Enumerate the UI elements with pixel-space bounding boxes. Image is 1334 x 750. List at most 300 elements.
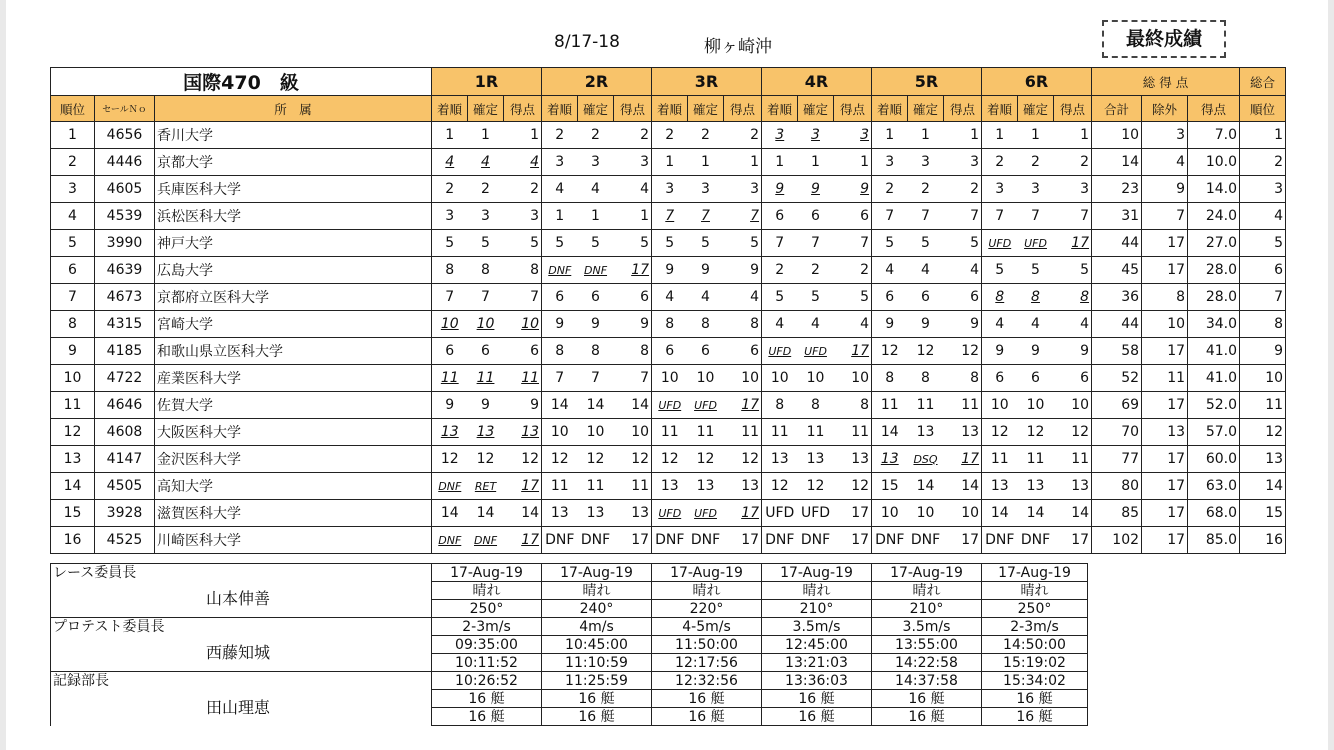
- race-5-value: 14: [908, 473, 944, 500]
- race-5-value: 7: [944, 203, 982, 230]
- race-3-value: UFD: [688, 392, 724, 419]
- official-title: レース委員長: [51, 564, 432, 582]
- race-3-value: 2: [724, 122, 762, 149]
- race-2-info: 16 艇: [542, 708, 652, 726]
- race-3-value: 5: [724, 230, 762, 257]
- total-sum-cell: 80: [1092, 473, 1142, 500]
- race-2-value: 10: [542, 419, 578, 446]
- race-5-value: 11: [872, 392, 908, 419]
- race-3-value: 3: [724, 176, 762, 203]
- header-row-columns: [51, 96, 1286, 122]
- race-6-value: 9: [1054, 338, 1092, 365]
- race-1-value: 10: [468, 311, 504, 338]
- team-cell: 神戸大学: [155, 230, 432, 257]
- race-1-value: 17: [504, 473, 542, 500]
- race-2-value: 13: [614, 500, 652, 527]
- race-3-value: 4: [688, 284, 724, 311]
- race-4-info: 3.5m/s: [762, 618, 872, 636]
- race-3-value: 2: [688, 122, 724, 149]
- excluded-cell: 17: [1142, 230, 1188, 257]
- race-4-value: 12: [834, 473, 872, 500]
- race-6-info: 16 艇: [982, 690, 1088, 708]
- race-5-value: 5: [872, 230, 908, 257]
- race-4-value: DNF: [762, 527, 798, 554]
- race-5-value: 3: [872, 149, 908, 176]
- race-4-value: 1: [762, 149, 798, 176]
- race-5-value: 17: [944, 527, 982, 554]
- total-sum-cell: 10: [1092, 122, 1142, 149]
- race-5-value: 8: [872, 365, 908, 392]
- total-sum-cell: 70: [1092, 419, 1142, 446]
- race-1-value: 17: [504, 527, 542, 554]
- race-3-value: 7: [724, 203, 762, 230]
- race-5-info: 17-Aug-19: [872, 564, 982, 582]
- race-4-value: 9: [834, 176, 872, 203]
- race-1-value: 1: [432, 122, 468, 149]
- official-name: 西藤知城: [51, 636, 432, 672]
- race-4-value: 8: [834, 392, 872, 419]
- col-rank: 順位: [51, 96, 95, 122]
- race-5-value: 3: [944, 149, 982, 176]
- race-4-value: 1: [834, 149, 872, 176]
- race-3-value: 12: [688, 446, 724, 473]
- race-5-value: 5: [908, 230, 944, 257]
- race-4-value: 7: [834, 230, 872, 257]
- col-sail-no: セールＮｏ: [95, 96, 155, 122]
- race-2-info: 11:25:59: [542, 672, 652, 690]
- table-row: [51, 176, 1286, 203]
- race-5-value: 9: [872, 311, 908, 338]
- race-3-info: 12:32:56: [652, 672, 762, 690]
- race-4-value: 2: [798, 257, 834, 284]
- overall-rank-cell: 10: [1240, 365, 1286, 392]
- team-cell: 香川大学: [155, 122, 432, 149]
- total-sum-cell: 52: [1092, 365, 1142, 392]
- race-1-value: 3: [504, 203, 542, 230]
- race-2-info: 240°: [542, 600, 652, 618]
- race-3-value: 9: [688, 257, 724, 284]
- race-info-table: [50, 563, 1088, 726]
- race-header-2: 2R: [542, 68, 652, 96]
- race-2-value: 9: [578, 311, 614, 338]
- race-2-value: 12: [542, 446, 578, 473]
- race-5-info: 16 艇: [872, 690, 982, 708]
- net-score-cell: 60.0: [1188, 446, 1240, 473]
- overall-rank-cell: 9: [1240, 338, 1286, 365]
- race-1-value: 14: [432, 500, 468, 527]
- race-1-value: 12: [432, 446, 468, 473]
- race-2-value: 12: [578, 446, 614, 473]
- race-4-value: 7: [762, 230, 798, 257]
- rank-cell: 14: [51, 473, 95, 500]
- race-6-value: 6: [1054, 365, 1092, 392]
- sail-no-cell: 4722: [95, 365, 155, 392]
- info-row: [51, 672, 1088, 690]
- overall-rank-cell: 4: [1240, 203, 1286, 230]
- header-row-races: [51, 68, 1286, 96]
- race-3-value: 11: [652, 419, 688, 446]
- race-6-value: 12: [982, 419, 1018, 446]
- race-1-subheader-0: 着順: [432, 96, 468, 122]
- official-title: 記録部長: [51, 672, 432, 690]
- race-2-value: DNF: [542, 257, 578, 284]
- race-2-value: 13: [578, 500, 614, 527]
- race-2-value: 17: [614, 527, 652, 554]
- race-2-value: 7: [614, 365, 652, 392]
- race-2-value: DNF: [578, 257, 614, 284]
- race-2-value: 2: [578, 122, 614, 149]
- race-header-1: 1R: [432, 68, 542, 96]
- race-5-value: 6: [908, 284, 944, 311]
- race-3-value: 10: [688, 365, 724, 392]
- sail-no-cell: 3990: [95, 230, 155, 257]
- race-header-3: 3R: [652, 68, 762, 96]
- race-1-value: 14: [468, 500, 504, 527]
- race-3-value: 6: [688, 338, 724, 365]
- race-3-value: 11: [724, 419, 762, 446]
- race-5-value: 6: [872, 284, 908, 311]
- race-1-info: 250°: [432, 600, 542, 618]
- race-1-value: 3: [432, 203, 468, 230]
- race-4-value: 3: [834, 122, 872, 149]
- excluded-cell: 13: [1142, 419, 1188, 446]
- race-6-value: 5: [982, 257, 1018, 284]
- race-2-value: 5: [578, 230, 614, 257]
- race-4-value: 9: [762, 176, 798, 203]
- col-team: 所 属: [155, 96, 432, 122]
- rank-cell: 3: [51, 176, 95, 203]
- race-6-value: 6: [982, 365, 1018, 392]
- race-3-value: 8: [688, 311, 724, 338]
- total-sum-cell: 102: [1092, 527, 1142, 554]
- final-results-label: 最終成績: [1102, 20, 1226, 58]
- race-3-value: 17: [724, 527, 762, 554]
- race-1-subheader-2: 得点: [504, 96, 542, 122]
- excluded-cell: 17: [1142, 257, 1188, 284]
- race-5-value: 12: [944, 338, 982, 365]
- race-4-value: 1: [798, 149, 834, 176]
- total-subheader-1: 除外: [1142, 96, 1188, 122]
- race-1-value: 6: [468, 338, 504, 365]
- race-2-value: 1: [614, 203, 652, 230]
- race-4-value: UFD: [798, 500, 834, 527]
- race-5-value: 17: [944, 446, 982, 473]
- race-3-value: 1: [724, 149, 762, 176]
- race-6-value: 11: [1054, 446, 1092, 473]
- race-2-value: 11: [614, 473, 652, 500]
- race-5-value: 1: [908, 122, 944, 149]
- table-row: [51, 257, 1286, 284]
- net-score-cell: 27.0: [1188, 230, 1240, 257]
- rank-cell: 12: [51, 419, 95, 446]
- race-header-6: 6R: [982, 68, 1092, 96]
- race-1-value: 7: [504, 284, 542, 311]
- race-3-value: 13: [652, 473, 688, 500]
- race-3-value: 10: [652, 365, 688, 392]
- race-6-value: 12: [1018, 419, 1054, 446]
- race-4-info: 210°: [762, 600, 872, 618]
- race-5-value: 9: [944, 311, 982, 338]
- race-4-info: 16 艇: [762, 708, 872, 726]
- race-3-info: 17-Aug-19: [652, 564, 762, 582]
- race-1-value: 4: [468, 149, 504, 176]
- sail-no-cell: 4539: [95, 203, 155, 230]
- race-3-value: 8: [652, 311, 688, 338]
- race-6-info: 15:19:02: [982, 654, 1088, 672]
- overall-subheader: 順位: [1240, 96, 1286, 122]
- race-4-value: 3: [798, 122, 834, 149]
- net-score-cell: 85.0: [1188, 527, 1240, 554]
- race-4-subheader-1: 確定: [798, 96, 834, 122]
- race-6-value: 7: [1054, 203, 1092, 230]
- race-2-value: 1: [578, 203, 614, 230]
- race-1-value: 5: [468, 230, 504, 257]
- team-cell: 金沢医科大学: [155, 446, 432, 473]
- race-5-value: 11: [944, 392, 982, 419]
- overall-rank-cell: 6: [1240, 257, 1286, 284]
- race-1-info: 16 艇: [432, 690, 542, 708]
- race-2-info: 11:10:59: [542, 654, 652, 672]
- overall-rank-cell: 14: [1240, 473, 1286, 500]
- team-cell: 広島大学: [155, 257, 432, 284]
- table-row: [51, 392, 1286, 419]
- rank-cell: 9: [51, 338, 95, 365]
- race-6-value: 10: [1054, 392, 1092, 419]
- race-3-value: 3: [652, 176, 688, 203]
- total-sum-cell: 45: [1092, 257, 1142, 284]
- sail-no-cell: 4656: [95, 122, 155, 149]
- race-3-value: 4: [724, 284, 762, 311]
- race-4-value: 11: [834, 419, 872, 446]
- sail-no-cell: 4185: [95, 338, 155, 365]
- race-1-value: 13: [468, 419, 504, 446]
- race-4-value: UFD: [762, 500, 798, 527]
- race-1-value: 5: [432, 230, 468, 257]
- race-3-value: 6: [724, 338, 762, 365]
- event-date: 8/17-18: [554, 32, 620, 52]
- race-3-value: 17: [724, 500, 762, 527]
- race-2-value: 8: [614, 338, 652, 365]
- overall-rank-cell: 7: [1240, 284, 1286, 311]
- race-2-subheader-0: 着順: [542, 96, 578, 122]
- official-name: 山本伸善: [51, 582, 432, 618]
- race-6-value: 5: [1054, 257, 1092, 284]
- rank-cell: 7: [51, 284, 95, 311]
- sail-no-cell: 4608: [95, 419, 155, 446]
- overall-rank-cell: 11: [1240, 392, 1286, 419]
- race-6-value: 4: [1054, 311, 1092, 338]
- race-1-value: 4: [432, 149, 468, 176]
- race-4-value: 13: [762, 446, 798, 473]
- race-6-value: 13: [982, 473, 1018, 500]
- table-row: [51, 284, 1286, 311]
- race-6-value: 3: [1018, 176, 1054, 203]
- race-6-value: 13: [1018, 473, 1054, 500]
- race-3-value: 6: [652, 338, 688, 365]
- race-1-value: DNF: [468, 527, 504, 554]
- race-6-value: 12: [1054, 419, 1092, 446]
- race-2-value: 3: [578, 149, 614, 176]
- excluded-cell: 3: [1142, 122, 1188, 149]
- overall-rank-cell: 8: [1240, 311, 1286, 338]
- race-1-value: DNF: [432, 473, 468, 500]
- sail-no-cell: 4505: [95, 473, 155, 500]
- table-row: [51, 338, 1286, 365]
- race-4-value: DNF: [798, 527, 834, 554]
- table-row: [51, 527, 1286, 554]
- race-3-value: 10: [724, 365, 762, 392]
- race-6-value: 3: [1054, 176, 1092, 203]
- race-4-value: 10: [798, 365, 834, 392]
- race-3-subheader-1: 確定: [688, 96, 724, 122]
- race-3-value: 5: [688, 230, 724, 257]
- race-3-value: 5: [652, 230, 688, 257]
- race-2-value: 5: [614, 230, 652, 257]
- race-header-5: 5R: [872, 68, 982, 96]
- excluded-cell: 7: [1142, 203, 1188, 230]
- race-6-value: 10: [1018, 392, 1054, 419]
- total-subheader-2: 得点: [1188, 96, 1240, 122]
- rank-cell: 8: [51, 311, 95, 338]
- race-5-value: 13: [872, 446, 908, 473]
- race-6-value: 6: [1018, 365, 1054, 392]
- race-6-value: 14: [1054, 500, 1092, 527]
- total-sum-cell: 31: [1092, 203, 1142, 230]
- race-5-value: 4: [944, 257, 982, 284]
- table-row: [51, 473, 1286, 500]
- race-6-info: 2-3m/s: [982, 618, 1088, 636]
- race-5-info: 16 艇: [872, 708, 982, 726]
- race-2-value: DNF: [542, 527, 578, 554]
- race-1-value: DNF: [432, 527, 468, 554]
- race-3-info: 12:17:56: [652, 654, 762, 672]
- race-1-value: 7: [432, 284, 468, 311]
- race-6-value: 8: [982, 284, 1018, 311]
- table-row: [51, 149, 1286, 176]
- race-1-value: 10: [504, 311, 542, 338]
- excluded-cell: 17: [1142, 446, 1188, 473]
- race-4-value: 5: [834, 284, 872, 311]
- race-6-value: 1: [1054, 122, 1092, 149]
- race-3-value: 13: [688, 473, 724, 500]
- race-2-value: 1: [542, 203, 578, 230]
- race-1-value: 13: [504, 419, 542, 446]
- team-cell: 大阪医科大学: [155, 419, 432, 446]
- race-6-value: DNF: [982, 527, 1018, 554]
- race-5-value: 2: [944, 176, 982, 203]
- race-4-value: 3: [762, 122, 798, 149]
- table-row: [51, 419, 1286, 446]
- race-3-value: DNF: [652, 527, 688, 554]
- total-sum-cell: 14: [1092, 149, 1142, 176]
- race-5-value: 14: [944, 473, 982, 500]
- race-1-value: 9: [504, 392, 542, 419]
- race-5-value: 2: [872, 176, 908, 203]
- race-4-value: 17: [834, 338, 872, 365]
- race-6-value: 8: [1054, 284, 1092, 311]
- race-4-info: 13:36:03: [762, 672, 872, 690]
- net-score-cell: 52.0: [1188, 392, 1240, 419]
- race-1-subheader-1: 確定: [468, 96, 504, 122]
- sail-no-cell: 4605: [95, 176, 155, 203]
- race-5-info: 14:22:58: [872, 654, 982, 672]
- net-score-cell: 68.0: [1188, 500, 1240, 527]
- race-3-value: 8: [724, 311, 762, 338]
- race-4-value: 4: [762, 311, 798, 338]
- race-3-value: 9: [652, 257, 688, 284]
- race-1-value: 12: [468, 446, 504, 473]
- race-5-value: 10: [944, 500, 982, 527]
- race-4-info: 16 艇: [762, 690, 872, 708]
- total-sum-cell: 44: [1092, 311, 1142, 338]
- race-6-info: 17-Aug-19: [982, 564, 1088, 582]
- race-5-value: 13: [908, 419, 944, 446]
- race-2-value: 4: [614, 176, 652, 203]
- race-6-value: 17: [1054, 230, 1092, 257]
- race-1-value: 10: [432, 311, 468, 338]
- race-4-value: 6: [834, 203, 872, 230]
- total-sum-cell: 85: [1092, 500, 1142, 527]
- race-2-subheader-1: 確定: [578, 96, 614, 122]
- team-cell: 高知大学: [155, 473, 432, 500]
- race-3-value: 12: [652, 446, 688, 473]
- race-5-value: 7: [908, 203, 944, 230]
- race-6-info: 16 艇: [982, 708, 1088, 726]
- race-6-value: 10: [982, 392, 1018, 419]
- race-6-value: 11: [1018, 446, 1054, 473]
- race-6-subheader-0: 着順: [982, 96, 1018, 122]
- race-1-value: 7: [468, 284, 504, 311]
- race-5-value: 1: [944, 122, 982, 149]
- race-4-value: 17: [834, 527, 872, 554]
- info-row: [51, 582, 1088, 600]
- race-6-value: 4: [982, 311, 1018, 338]
- race-4-value: 4: [834, 311, 872, 338]
- race-3-value: 13: [724, 473, 762, 500]
- total-points-header: 総 得 点: [1092, 68, 1240, 96]
- race-4-value: UFD: [798, 338, 834, 365]
- race-5-info: 3.5m/s: [872, 618, 982, 636]
- team-cell: 和歌山県立医科大学: [155, 338, 432, 365]
- overall-rank-cell: 3: [1240, 176, 1286, 203]
- race-2-value: 17: [614, 257, 652, 284]
- race-1-value: 11: [468, 365, 504, 392]
- race-1-value: 8: [432, 257, 468, 284]
- race-2-value: 3: [614, 149, 652, 176]
- race-6-value: DNF: [1018, 527, 1054, 554]
- race-5-value: 11: [908, 392, 944, 419]
- race-5-subheader-1: 確定: [908, 96, 944, 122]
- race-1-value: 3: [468, 203, 504, 230]
- race-5-value: DSQ: [908, 446, 944, 473]
- race-2-info: 17-Aug-19: [542, 564, 652, 582]
- race-2-value: 10: [614, 419, 652, 446]
- race-2-value: 9: [542, 311, 578, 338]
- race-4-value: 8: [798, 392, 834, 419]
- race-6-value: 17: [1054, 527, 1092, 554]
- race-3-value: 12: [724, 446, 762, 473]
- race-2-value: 13: [542, 500, 578, 527]
- excluded-cell: 17: [1142, 500, 1188, 527]
- race-3-info: 220°: [652, 600, 762, 618]
- race-5-value: 4: [872, 257, 908, 284]
- excluded-cell: 17: [1142, 392, 1188, 419]
- net-score-cell: 10.0: [1188, 149, 1240, 176]
- total-sum-cell: 69: [1092, 392, 1142, 419]
- team-cell: 兵庫医科大学: [155, 176, 432, 203]
- race-3-value: DNF: [688, 527, 724, 554]
- race-1-value: RET: [468, 473, 504, 500]
